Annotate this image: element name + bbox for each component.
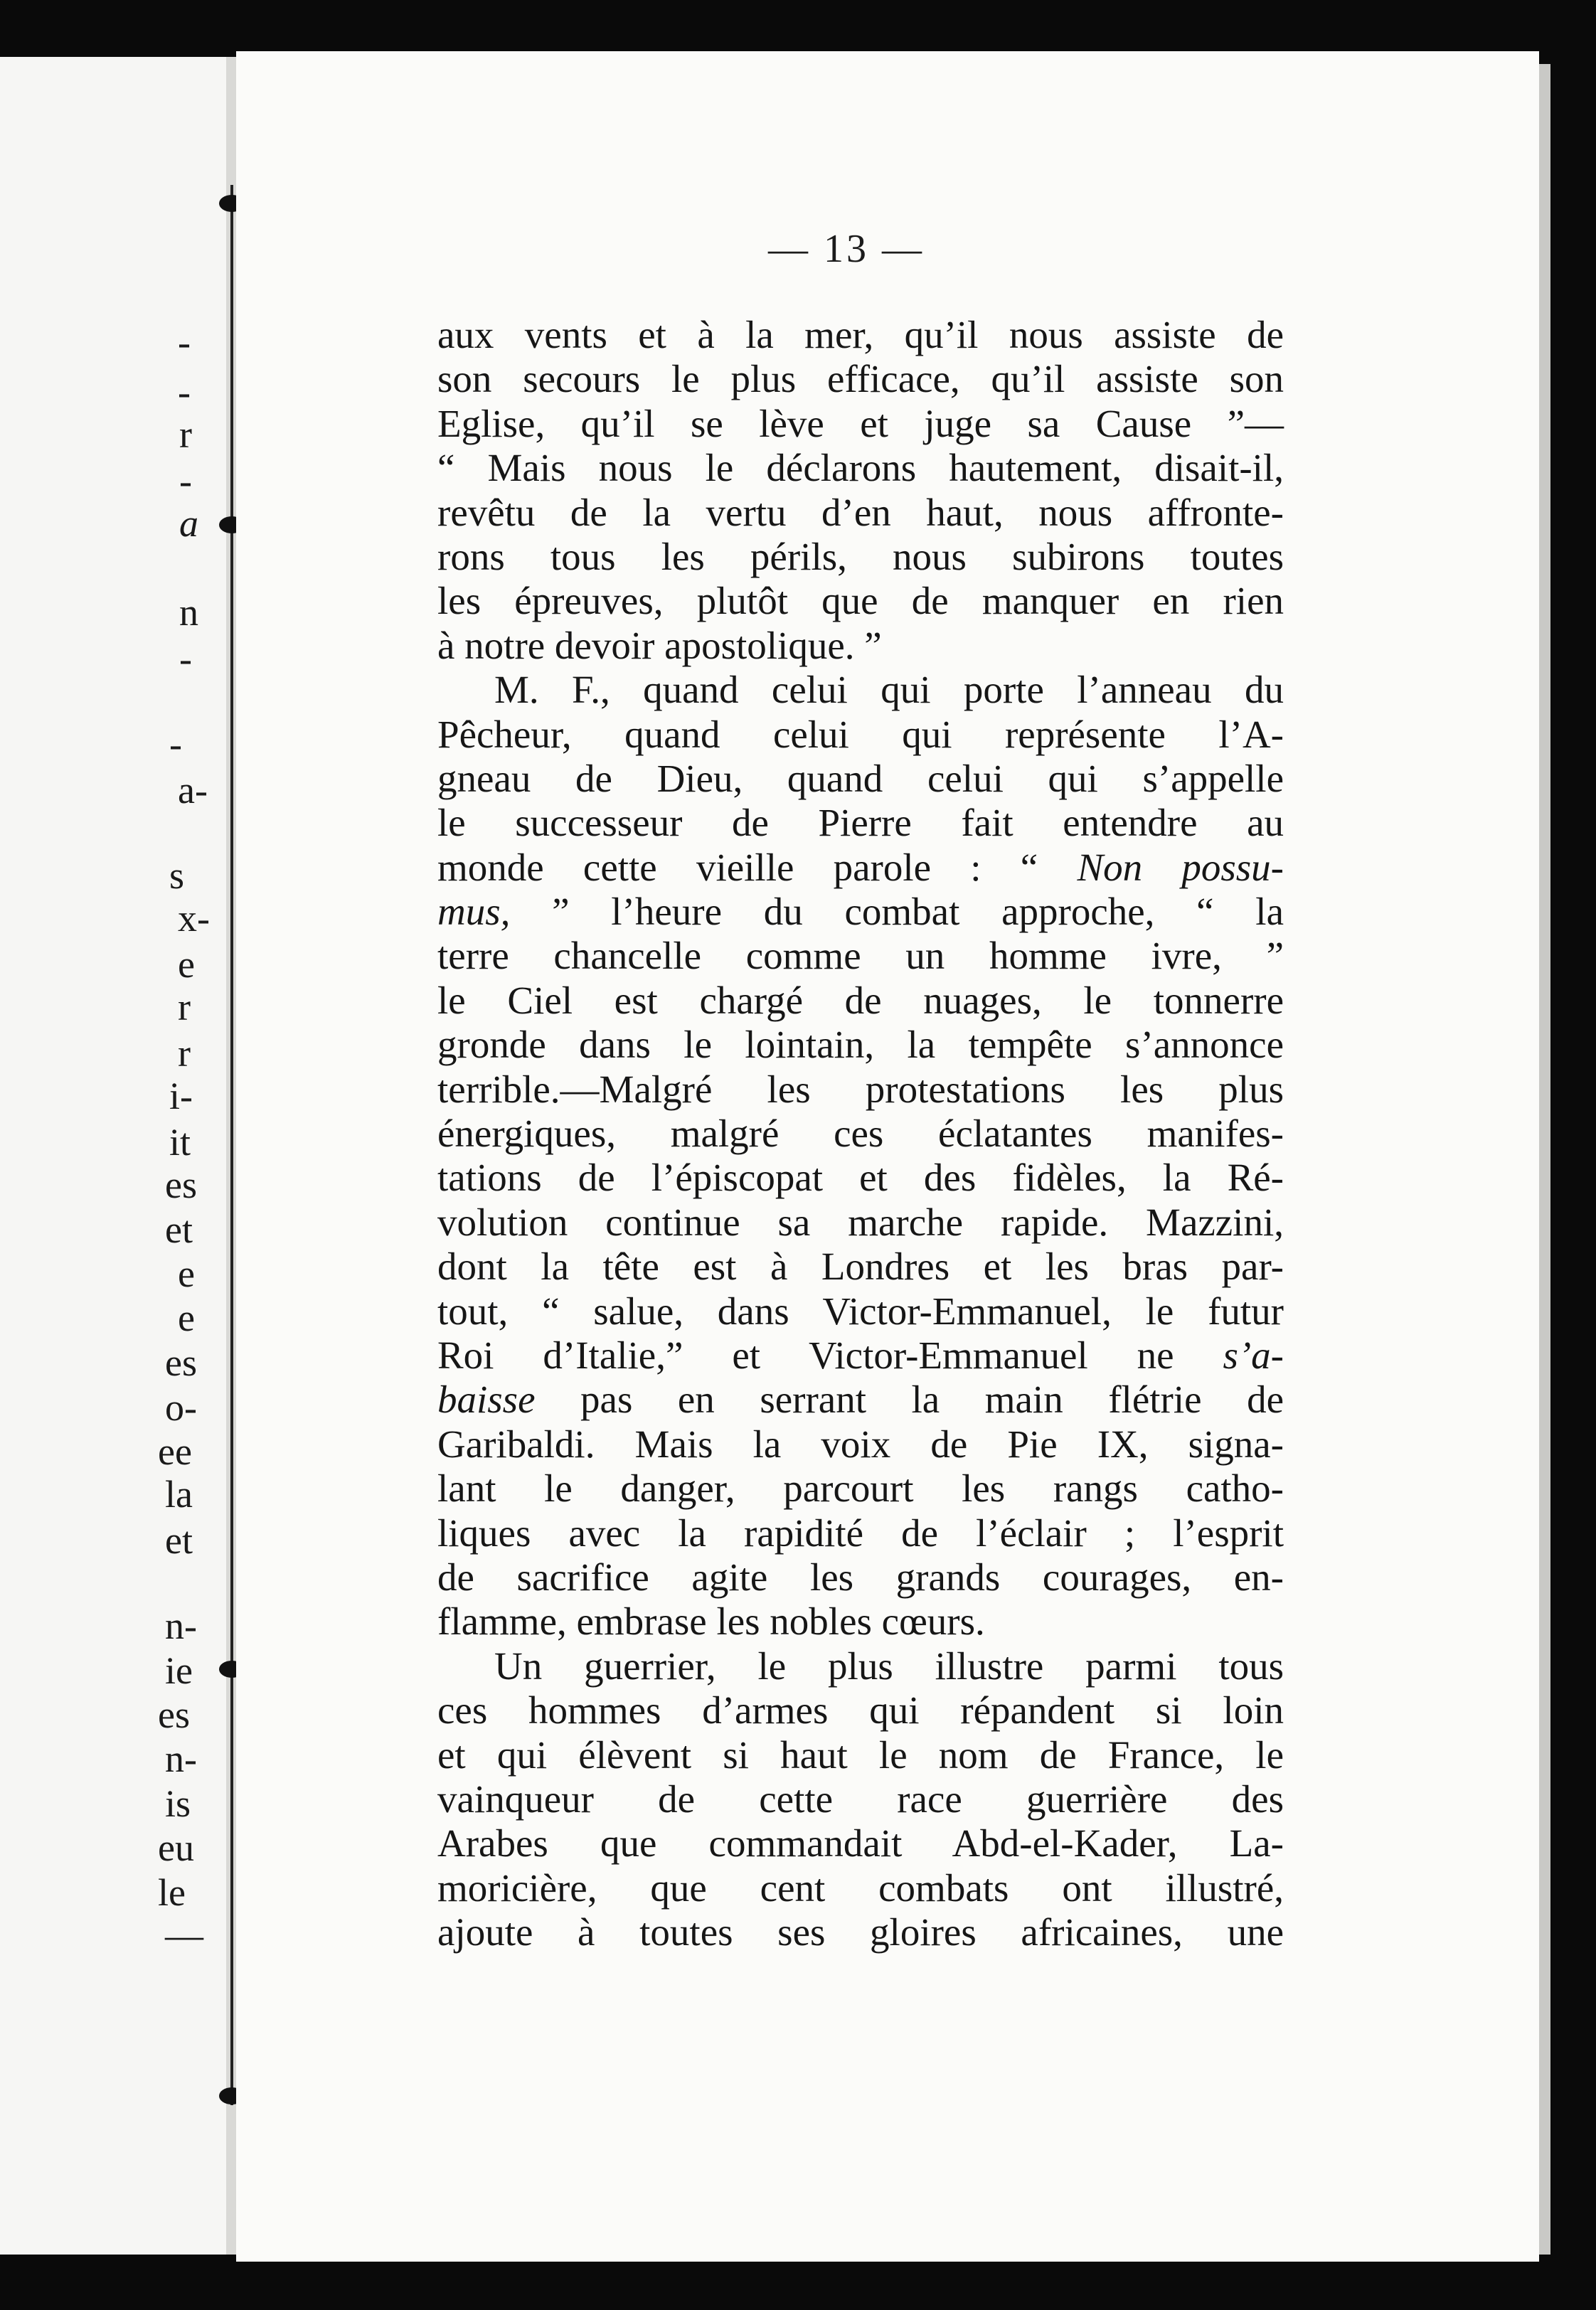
left-page-fragment: es [165, 1341, 197, 1384]
text-line: ces hommes d’armes qui répandent si loin [437, 1688, 1284, 1732]
text-line: volution continue sa marche rapide. Mazzini, [437, 1200, 1284, 1244]
text-line: vainqueur de cette race guerrière des [437, 1777, 1284, 1821]
text-line: aux vents et à la mer, qu’il nous assiste de [437, 313, 1284, 356]
left-page-fragment: e [178, 1297, 195, 1339]
text-line: ajoute à toutes ses gloires africaines, une [437, 1910, 1284, 1954]
left-page-fragment: r [178, 1032, 191, 1075]
left-page-fragment: a- [178, 769, 208, 811]
text-line: Roi d’Italie,” et Victor-Emmanuel ne s’a- [437, 1333, 1284, 1377]
text-line: Eglise, qu’il se lève et juge sa Cause ”— [437, 401, 1284, 445]
left-page-fragment: - [179, 637, 192, 680]
text-line: Arabes que commandait Abd-el-Kader, La- [437, 1821, 1284, 1865]
text-line: de sacrifice agite les grands courages, en- [437, 1555, 1284, 1599]
text-line: gronde dans le lointain, la tempête s’annonce [437, 1023, 1284, 1067]
left-page-fragment: x- [178, 897, 210, 940]
left-page-fragment: ee [158, 1430, 192, 1473]
text-line: et qui élèvent si haut le nom de France, le [437, 1732, 1284, 1777]
left-page-fragment: le [158, 1871, 186, 1914]
page-number: — 13 — [768, 227, 925, 271]
left-page-fragment: n- [165, 1737, 197, 1780]
text-line: Pêcheur, quand celui qui représente l’A- [437, 712, 1284, 756]
text-line: son secours le plus efficace, qu’il assiste son [437, 357, 1284, 401]
text-line: les épreuves, plutôt que de manquer en rien [437, 579, 1284, 623]
left-page-fragment: es [165, 1164, 197, 1206]
text-line: tations de l’épiscopat et des fidèles, la Ré- [437, 1156, 1284, 1200]
body-text [437, 313, 1284, 1954]
left-page-fragment: ie [165, 1649, 193, 1692]
left-page-fragment: it [169, 1121, 191, 1164]
text-line: lant le danger, parcourt les rangs catho- [437, 1467, 1284, 1511]
text-line: gneau de Dieu, quand celui qui s’appelle [437, 756, 1284, 800]
text-line: tout, “ salue, dans Victor-Emmanuel, le futur [437, 1289, 1284, 1333]
left-page-fragment: a [179, 502, 198, 545]
left-page-fragment: n- [165, 1604, 197, 1647]
text-line: le successeur de Pierre fait entendre au [437, 801, 1284, 845]
left-page-fragment: e [178, 1252, 195, 1295]
text-line: flamme, embrase les nobles cœurs. [437, 1600, 985, 1644]
text-line: baisse pas en serrant la main flétrie de [437, 1378, 1284, 1422]
left-page-fragment: — [165, 1914, 203, 1957]
left-page-fragment: et [165, 1519, 193, 1562]
left-page-fragment: i- [169, 1075, 193, 1117]
text-line: liques avec la rapidité de l’éclair ; l’esprit [437, 1511, 1284, 1555]
text-line: Un guerrier, le plus illustre parmi tous [494, 1644, 1284, 1688]
text-line: moricière, que cent combats ont illustré, [437, 1865, 1284, 1910]
left-page-fragment: r [179, 413, 192, 456]
page-edge [1539, 64, 1550, 2255]
text-line: terrible.—Malgré les protestations les plus [437, 1067, 1284, 1111]
text-line: monde cette vieille parole : “ Non possu- [437, 845, 1284, 889]
text-line: revêtu de la vertu d’en haut, nous affronte- [437, 490, 1284, 534]
left-page-fragment: et [165, 1208, 193, 1251]
left-page-fragment: - [178, 371, 191, 413]
text-line: dont la tête est à Londres et les bras par- [437, 1245, 1284, 1289]
left-page-fragment: r [178, 986, 191, 1028]
left-page-fragment: is [165, 1782, 191, 1825]
left-page-fragment: - [178, 321, 191, 363]
left-page-fragment: la [165, 1473, 193, 1516]
text-line: mus, ” l’heure du combat approche, “ la [437, 890, 1284, 934]
left-page-fragment: eu [158, 1826, 194, 1869]
left-page-fragment: es [158, 1693, 190, 1736]
text-line: à notre devoir apostolique. ” [437, 623, 882, 667]
left-page-fragment: s [169, 854, 185, 897]
text-line: Garibaldi. Mais la voix de Pie IX, signa- [437, 1422, 1284, 1466]
text-line: rons tous les périls, nous subirons toutes [437, 534, 1284, 578]
left-page-fragment: e [178, 943, 195, 986]
text-line: terre chancelle comme un homme ivre, ” [437, 934, 1284, 978]
binding-thread [230, 185, 233, 2105]
text-line: énergiques, malgré ces éclatantes manifes- [437, 1112, 1284, 1156]
left-page-fragment: n [179, 591, 198, 634]
text-line: M. F., quand celui qui porte l’anneau du [494, 668, 1284, 712]
left-page-fragment: - [179, 459, 192, 502]
left-page-margin [0, 57, 228, 2255]
left-page-fragment: o- [165, 1386, 197, 1429]
left-page-fragment: - [169, 723, 182, 765]
text-line: le Ciel est chargé de nuages, le tonnerre [437, 978, 1284, 1022]
text-line: “ Mais nous le déclarons hautement, disait-il, [437, 446, 1284, 490]
